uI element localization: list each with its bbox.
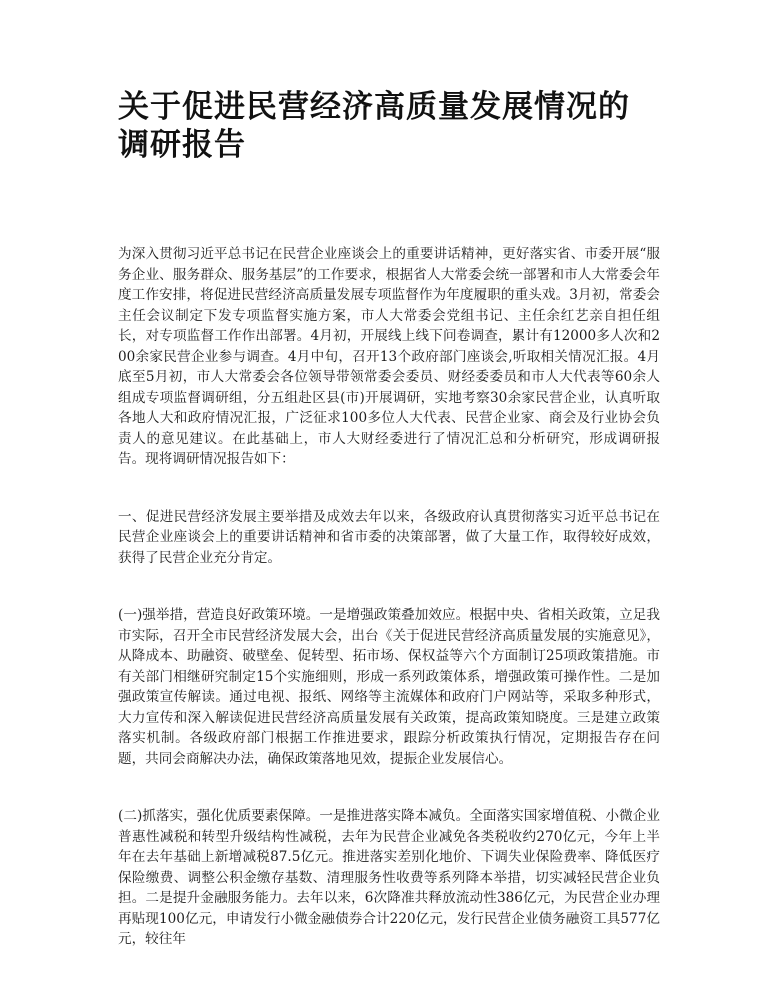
document-body	[118, 244, 660, 950]
paragraph-section-1-2: (二)抓落实，强化优质要素保障。一是推进落实降本减负。全面落实国家增值税、小微企业普惠性减税和转型升级结构性减税，去年为民营企业减免各类税收约270亿元，今年上半年在去年基础上新增减税87.5亿元。推进落实差别化地价、下调失业保险费率、降低医疗保险缴费、调整公积金缴存基数、清理服务性收费等系列降本举措，切实减轻民营企业负担。二是提升金融服务能力。去年以来，6次降准共释放流动性386亿元，为民营企业办理再贴现100亿元，申请发行小微金融债券合计220亿元，发行民营企业债务融资工具577亿元，较往年	[118, 808, 660, 947]
paragraph-section-1-1: (一)强举措，营造良好政策环境。一是增强政策叠加效应。根据中央、省相关政策，立足我市实际，召开全市民营经济发展大会，出台《关于促进民营经济高质量发展的实施意见》，从降成本、助融资、破壁垒、促转型、拓市场、保权益等六个方面制订25项政策措施。市有关部门相继研究制定15个实施细则，形成一系列政策体系，增强政策可操作性。二是加强政策宣传解读。通过电视、报纸、网络等主流媒体和政府门户网站等，采取多种形式，大力宣传和深入解读促进民营经济高质量发展有关政策，提高政策知晓度。三是建立政策落实机制。各级政府部门根据工作推进要求，跟踪分析政策执行情况，定期报告存在问题，共同会商解决办法，确保政策落地见效，提振企业发展信心。	[118, 607, 660, 767]
document-title: 关于促进民营经济高质量发展情况的调研报告	[118, 89, 630, 163]
paragraph-section-1: 一、促进民营经济发展主要举措及成效去年以来，各级政府认真贯彻落实习近平总书记在民营企业座谈会上的重要讲话精神和省市委的决策部署，做了大量工作，取得较好成效，获得了民营企业充分肯定。	[118, 508, 660, 566]
paragraph-intro: 为深入贯彻习近平总书记在民营企业座谈会上的重要讲话精神，更好落实省、市委开展“服务企业、服务群众、服务基层”的工作要求，根据省人大常委会统一部署和市人大常委会年度工作安排，将促进民营经济高质量发展专项监督作为年度履职的重头戏。3月初，常委会主任会议制定下发专项监督实施方案，市人大常委会党组书记、主任余红艺亲自担任组长，对专项监督工作作出部署。4月初，开展线上线下问卷调查，累计有12000多人次和200余家民营企业参与调查。4月中旬，召开13个政府部门座谈会,听取相关情况汇报。4月底至5月初，市人大常委会各位领导带领常委会委员、财经委委员和市人大代表等60余人组成专项监督调研组，分五组赴区县(市)开展调研，实地考察30余家民营企业，认真听取各地人大和政府情况汇报，广泛征求100多位人大代表、民营企业家、商会及行业协会负责人的意见建议。在此基础上，市人大财经委进行了情况汇总和分析研究，形成调研报告。现将调研情况报告如下：	[118, 246, 660, 467]
